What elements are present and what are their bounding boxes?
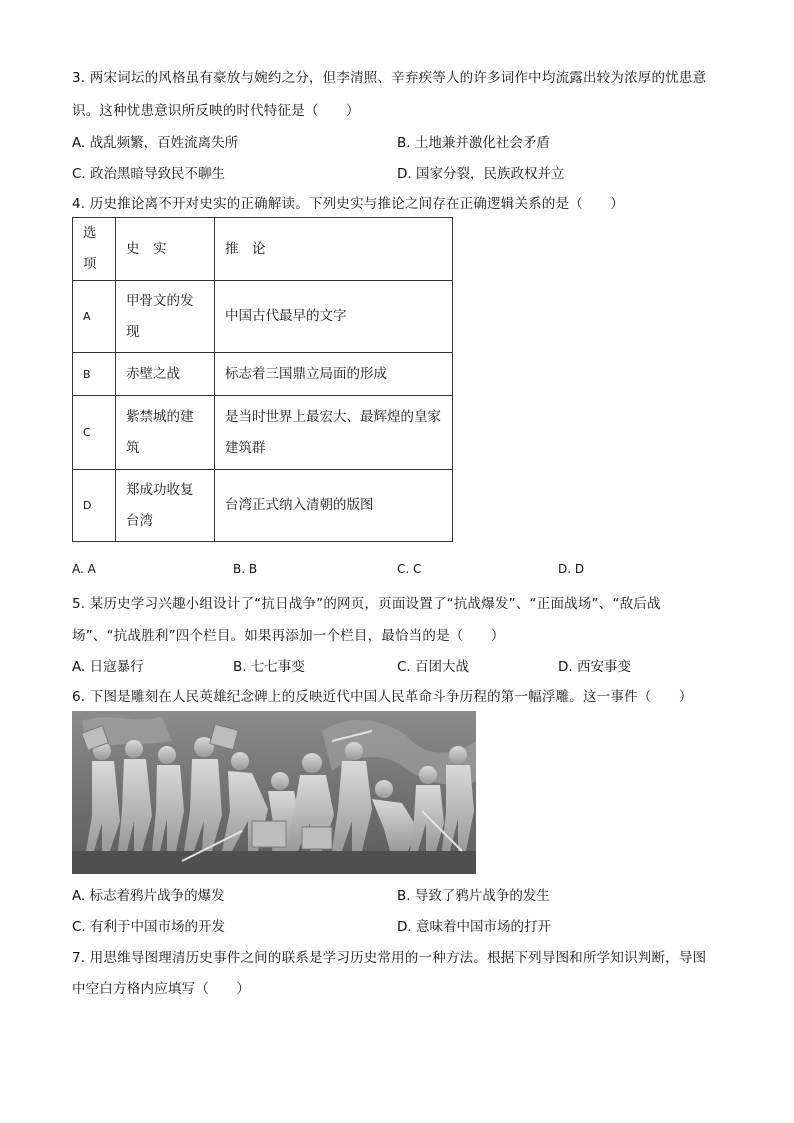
table-row xyxy=(73,396,453,470)
q5-stem-line2: 场”、“抗战胜利”四个栏目。如果再添加一个栏目，最恰当的是（ ） xyxy=(72,628,505,644)
q6-stem: 6. 下图是雕刻在人民英雄纪念碑上的反映近代中国人民革命斗争历程的第一幅浮雕。这一事件（ ） xyxy=(72,689,693,705)
q4-stem: 4. 历史推论离不开对史实的正确解读。下列史实与推论之间存在正确逻辑关系的是（ ） xyxy=(72,196,625,212)
header-fact: 史 实 xyxy=(116,218,215,281)
row-fact: 郑成功收复台湾 xyxy=(116,470,215,542)
header-option: 选项 xyxy=(73,218,116,281)
q4-option-c: C. C xyxy=(397,562,422,576)
table-header-row xyxy=(73,218,453,281)
row-option: D xyxy=(73,470,116,542)
q5-stem-line1: 5. 某历史学习兴趣小组设计了“抗日战争”的网页，页面设置了“抗战爆发”、“正面战场”、“敌后战 xyxy=(72,596,661,612)
q5-option-c: C. 百团大战 xyxy=(397,659,470,675)
q7-stem-line2: 中空白方格内应填写（ ） xyxy=(72,981,251,997)
q4-option-a: A. A xyxy=(72,562,96,576)
row-inference: 台湾正式纳入清朝的版图 xyxy=(215,470,453,542)
row-option: C xyxy=(73,396,116,470)
row-option: B xyxy=(73,353,116,396)
q4-table xyxy=(72,217,453,542)
table-row xyxy=(73,353,453,396)
q6-option-c: C. 有利于中国市场的开发 xyxy=(72,919,226,935)
q5-option-d: D. 西安事变 xyxy=(558,659,631,675)
row-fact: 赤壁之战 xyxy=(116,353,215,396)
q6-option-d: D. 意味着中国市场的打开 xyxy=(397,919,551,935)
q4-option-b: B. B xyxy=(233,562,258,576)
table-row xyxy=(73,470,453,542)
row-fact: 甲骨文的发现 xyxy=(116,281,215,353)
q3-option-d: D. 国家分裂，民族政权并立 xyxy=(397,166,565,182)
q7-stem-line1: 7. 用思维导图理清历史事件之间的联系是学习历史常用的一种方法。根据下列导图和所学知识判断，导图 xyxy=(72,950,707,966)
header-inference: 推 论 xyxy=(215,218,453,281)
q3-stem-line1: 3. 两宋词坛的风格虽有豪放与婉约之分，但李清照、辛弃疾等人的许多词作中均流露出较为浓厚的忧患意 xyxy=(72,70,707,86)
row-inference: 中国古代最早的文字 xyxy=(215,281,453,353)
row-option: A xyxy=(73,281,116,353)
q3-stem-line2: 识。这种忧患意识所反映的时代特征是（ ） xyxy=(72,103,360,119)
q5-option-a: A. 日寇暴行 xyxy=(72,659,144,675)
row-inference: 是当时世界上最宏大、最辉煌的皇家建筑群 xyxy=(215,396,453,470)
q5-option-b: B. 七七事变 xyxy=(233,659,305,675)
q3-option-b: B. 土地兼并激化社会矛盾 xyxy=(397,135,550,151)
q6-option-b: B. 导致了鸦片战争的发生 xyxy=(397,888,550,904)
q3-option-a: A. 战乱频繁，百姓流离失所 xyxy=(72,135,239,151)
q4-option-d: D. D xyxy=(558,562,585,576)
relief-illustration xyxy=(72,711,476,874)
row-inference: 标志着三国鼎立局面的形成 xyxy=(215,353,453,396)
row-fact: 紫禁城的建筑 xyxy=(116,396,215,470)
relief-sculpture-image xyxy=(72,711,476,874)
q6-option-a: A. 标志着鸦片战争的爆发 xyxy=(72,888,225,904)
q3-option-c: C. 政治黑暗导致民不聊生 xyxy=(72,166,226,182)
table-row xyxy=(73,281,453,353)
